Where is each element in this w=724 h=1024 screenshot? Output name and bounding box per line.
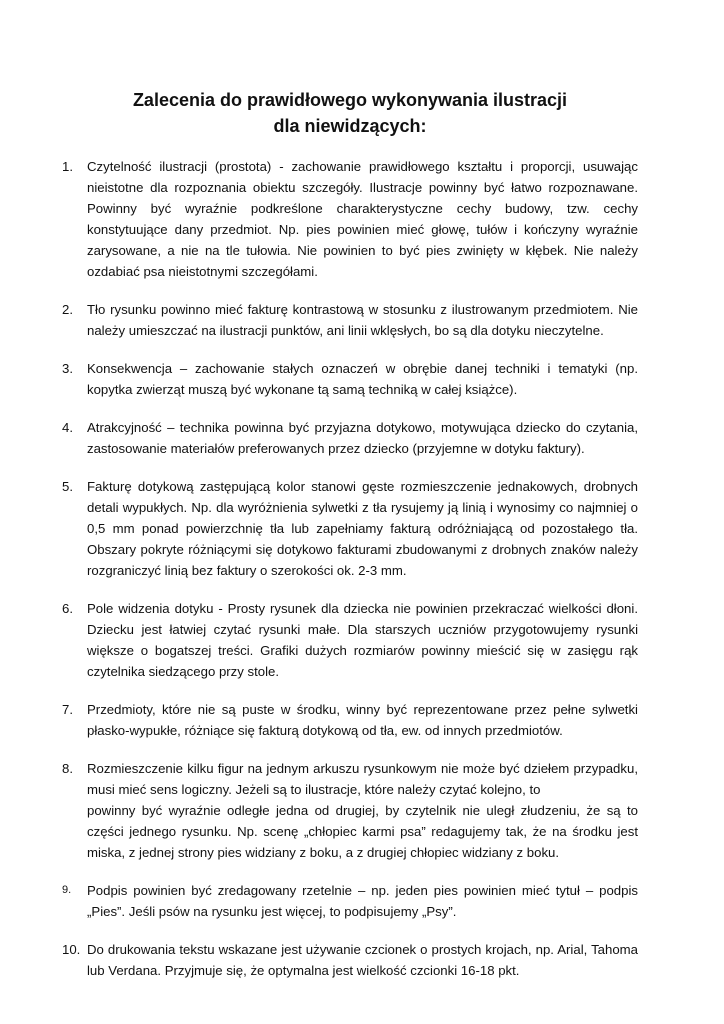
item-text: Czytelność ilustracji (prostota) - zachowanie prawidłowego kształtu i proporcji, usuwając nieistotne dla rozpoznania obiektu szczegóły. Ilustracje powinny być łatwo rozpoznawane. Powinny być wyraźnie podkreślone charakterystyczne cechy budowy, tzw. cechy konstytuujące dany przedmiot. Np. pies powinien mieć głowę, tułów i kończyny wyraźnie zarysowane, a nie na tle tułowia. Nie powinien to być pies zwinięty w kłębek. Nie należy ozdabiać psa nieistotnymi szczegółami. <box>87 159 638 279</box>
title-line-2: dla niewidzących: <box>273 116 427 136</box>
item-number: 2. <box>62 302 73 317</box>
document-title <box>62 0 638 139</box>
recommendations-list <box>62 156 638 981</box>
item-number: 9. <box>62 884 72 896</box>
list-item <box>62 880 638 922</box>
item-text: Konsekwencja – zachowanie stałych oznaczeń w obrębie danej techniki i tematyki (np. kopytka zwierząt muszą być wykonane tą samą techniką w całej książce). <box>87 361 638 397</box>
list-item <box>62 299 638 341</box>
list-item <box>62 939 638 981</box>
item-text: Fakturę dotykową zastępującą kolor stanowi gęste rozmieszczenie jednakowych, drobnych detali wypukłych. Np. dla wyróżnienia sylwetki z tła rysujemy ją linią i wynosimy co najmniej o 0,5 mm ponad powierzchnię tła lub zapełniamy fakturą odróżniającą od pozostałego tła. Obszary pokryte różniącymi się dotykowo fakturami zbudowanymi z drobnych znaków należy rozgraniczyć linią bez faktury o szerokości ok. 2-3 mm. <box>87 479 638 578</box>
item-number: 5. <box>62 479 73 494</box>
list-item <box>62 417 638 459</box>
item-number: 4. <box>62 420 73 435</box>
list-item <box>62 358 638 400</box>
list-item <box>62 476 638 581</box>
item-text: Atrakcyjność – technika powinna być przyjazna dotykowo, motywująca dziecko do czytania, zastosowanie materiałów preferowanych przez dziecko (przyjemne w dotyku faktury). <box>87 420 638 456</box>
item-text: Do drukowania tekstu wskazane jest używanie czcionek o prostych krojach, np. Arial, Tahoma lub Verdana. Przyjmuje się, że optymalna jest wielkość czcionki 16-18 pkt. <box>87 942 638 978</box>
item-number: 8. <box>62 761 73 776</box>
item-text: Podpis powinien być zredagowany rzetelnie – np. jeden pies powinien mieć tytuł – podpis „Pies”. Jeśli psów na rysunku jest więcej, to podpisujemy „Psy”. <box>87 883 638 919</box>
item-number: 6. <box>62 601 73 616</box>
item-number: 3. <box>62 361 73 376</box>
item-number: 7. <box>62 702 73 717</box>
list-item <box>62 598 638 682</box>
item-text: Rozmieszczenie kilku figur na jednym arkuszu rysunkowym nie może być dziełem przypadku, musi mieć sens logiczny. Jeżeli są to ilustracje, które należy czytać kolejno, to powinny być wyraźnie odległe jedna od drugiej, by czytelnik nie uległ złudzeniu, że są to części jednego rysunku. Np. scenę „chłopiec karmi psa” redagujemy tak, że na środku jest miska, z jednej strony pies widziany z boku, a z drugiej chłopiec widziany z boku. <box>87 761 638 860</box>
item-number: 1. <box>62 159 73 174</box>
item-text: Pole widzenia dotyku - Prosty rysunek dla dziecka nie powinien przekraczać wielkości dłoni. Dziecku jest łatwiej czytać rysunki małe. Dla starszych uczniów przygotowujemy rysunki większe o bogatszej treści. Grafiki dużych rozmiarów powinny mieścić się w zasięgu rąk czytelnika siedzącego przy stole. <box>87 601 638 679</box>
title-line-1: Zalecenia do prawidłowego wykonywania ilustracji <box>132 90 568 110</box>
list-item <box>62 156 638 282</box>
list-item <box>62 699 638 741</box>
item-text: Tło rysunku powinno mieć fakturę kontrastową w stosunku z ilustrowanym przedmiotem. Nie należy umieszczać na ilustracji punktów, ani linii wklęsłych, bo są dla dotyku nieczytelne. <box>87 302 638 338</box>
list-item <box>62 758 638 863</box>
item-number: 10. <box>62 942 81 957</box>
item-text: Przedmioty, które nie są puste w środku, winny być reprezentowane przez pełne sylwetki płasko-wypukłe, różniące się fakturą dotykową od tła, ew. od innych przedmiotów. <box>87 702 638 738</box>
